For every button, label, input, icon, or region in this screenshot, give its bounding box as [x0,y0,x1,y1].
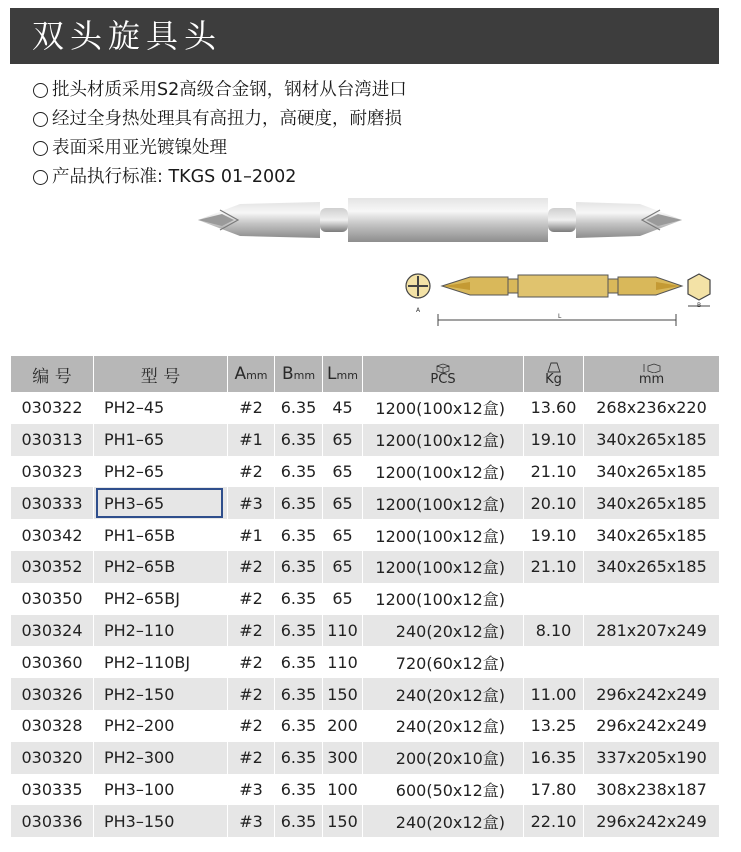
cell-model: PH2–150 [94,678,228,710]
label-l: L [558,313,562,320]
cell-kg: 19.10 [524,424,584,456]
feature-item: 批头材质采用S2高级合金钢，钢材从台湾进口 [33,76,407,105]
cell-a: #2 [228,456,275,488]
phillips-tip-icon [406,274,430,298]
cell-a: #3 [228,487,275,519]
cell-kg [524,646,584,678]
cell-kg: 11.00 [524,678,584,710]
table-row [11,392,720,424]
box-icon [436,363,450,373]
cell-l: 65 [323,456,363,488]
cell-model: PH2–110 [94,615,228,647]
cell-a: #3 [228,805,275,837]
table-row [11,710,720,742]
cell-l: 150 [323,678,363,710]
table-row [11,583,720,615]
cell-kg: 19.10 [524,519,584,551]
cell-code: 030323 [11,456,94,488]
cell-kg [524,583,584,615]
cell-size: 268x236x220 [584,392,720,424]
cell-a: #2 [228,646,275,678]
cell-model: PH2–300 [94,742,228,774]
table-row [11,487,720,519]
cell-size: 296x242x249 [584,710,720,742]
cell-a: #2 [228,615,275,647]
cell-pcs: 200(20x10盒) [363,742,524,774]
cell-l: 150 [323,805,363,837]
header-model: 型 号 [94,356,228,392]
circle-bullet-icon [33,83,48,98]
cell-l: 110 [323,615,363,647]
cell-pcs: 1200(100x12盒) [363,456,524,488]
cell-model: PH3–150 [94,805,228,837]
cell-size: 296x242x249 [584,805,720,837]
cell-code: 030326 [11,678,94,710]
cell-b: 6.35 [275,710,323,742]
cell-l: 45 [323,392,363,424]
cell-model: PH1–65B [94,519,228,551]
cell-b: 6.35 [275,456,323,488]
cell-code: 030336 [11,805,94,837]
cell-size [584,583,720,615]
cell-l: 65 [323,519,363,551]
cell-model: PH1–65 [94,424,228,456]
page-title: 双头旋具头 [32,17,223,55]
cell-model: PH2–110BJ [94,646,228,678]
cell-b: 6.35 [275,551,323,583]
cell-pcs: 240(20x12盒) [363,710,524,742]
technical-drawing [400,268,720,332]
cell-code: 030342 [11,519,94,551]
cell-kg: 22.10 [524,805,584,837]
cell-pcs: 600(50x12盒) [363,774,524,806]
cell-size: 340x265x185 [584,519,720,551]
cell-size: 340x265x185 [584,456,720,488]
cell-a: #1 [228,424,275,456]
cell-size [584,646,720,678]
cell-l: 65 [323,583,363,615]
length-dimension [438,314,676,326]
cell-b: 6.35 [275,615,323,647]
cell-kg: 21.10 [524,551,584,583]
table-header-row [11,356,720,392]
cell-a: #2 [228,392,275,424]
cell-code: 030324 [11,615,94,647]
header-kg: Kg [524,356,584,392]
cell-size: 296x242x249 [584,678,720,710]
cell-pcs: 240(20x12盒) [363,805,524,837]
table-row [11,615,720,647]
table-row [11,519,720,551]
circle-bullet-icon [33,112,48,127]
header-code: 编 号 [11,356,94,392]
cell-pcs: 720(60x12盒) [363,646,524,678]
cell-a: #2 [228,710,275,742]
spec-table [10,356,720,837]
cell-pcs: 1200(100x12盒) [363,551,524,583]
cell-model: PH2–45 [94,392,228,424]
header-pcs: PCS [363,356,524,392]
cell-l: 65 [323,551,363,583]
cell-model: PH3–100 [94,774,228,806]
cell-b: 6.35 [275,774,323,806]
cell-code: 030328 [11,710,94,742]
cell-pcs: 1200(100x12盒) [363,424,524,456]
feature-item: 经过全身热处理具有高扭力，高硬度，耐磨损 [33,105,407,134]
cell-size: 340x265x185 [584,424,720,456]
cell-size: 337x205x190 [584,742,720,774]
cell-code: 030350 [11,583,94,615]
feature-list [33,76,407,192]
cell-pcs: 1200(100x12盒) [363,487,524,519]
cell-pcs: 1200(100x12盒) [363,519,524,551]
cell-kg: 16.35 [524,742,584,774]
table-row [11,742,720,774]
feature-item: 产品执行标准: TKGS 01–2002 [33,163,407,192]
cell-code: 030322 [11,392,94,424]
cell-b: 6.35 [275,487,323,519]
cell-b: 6.35 [275,646,323,678]
cell-b: 6.35 [275,583,323,615]
cell-a: #1 [228,519,275,551]
header-size: mm [584,356,720,392]
cell-l: 300 [323,742,363,774]
cell-l: 65 [323,424,363,456]
table-row [11,678,720,710]
cell-kg: 21.10 [524,456,584,488]
cell-size: 340x265x185 [584,487,720,519]
cell-b: 6.35 [275,392,323,424]
label-a: A [416,307,421,314]
cell-model: PH2–65B [94,551,228,583]
cell-l: 65 [323,487,363,519]
cell-pcs: 240(20x12盒) [363,678,524,710]
dimension-box-icon [642,363,662,373]
cell-model: PH2–200 [94,710,228,742]
cell-kg: 8.10 [524,615,584,647]
cell-l: 200 [323,710,363,742]
circle-bullet-icon [33,170,48,185]
cell-a: #2 [228,678,275,710]
cell-a: #2 [228,742,275,774]
cell-code: 030360 [11,646,94,678]
cell-a: #2 [228,551,275,583]
cell-code: 030335 [11,774,94,806]
table-row [11,774,720,806]
cell-code: 030313 [11,424,94,456]
cell-kg: 13.60 [524,392,584,424]
cell-size: 340x265x185 [584,551,720,583]
table-row [11,805,720,837]
header-l: Lmm [323,356,363,392]
header-b: Bmm [275,356,323,392]
label-b: B [697,302,702,309]
table-row [11,424,720,456]
cell-model: PH2–65 [94,456,228,488]
table-row [11,551,720,583]
circle-bullet-icon [33,141,48,156]
cell-b: 6.35 [275,805,323,837]
cell-pcs: 1200(100x12盒) [363,583,524,615]
cell-code: 030320 [11,742,94,774]
table-row [11,456,720,488]
cell-kg: 17.80 [524,774,584,806]
cell-b: 6.35 [275,742,323,774]
cell-kg: 13.25 [524,710,584,742]
cell-kg: 20.10 [524,487,584,519]
cell-b: 6.35 [275,519,323,551]
header-a: Amm [228,356,275,392]
product-photo [190,186,690,254]
cell-pcs: 1200(100x12盒) [363,392,524,424]
cell-b: 6.35 [275,424,323,456]
cell-a: #2 [228,583,275,615]
cell-size: 308x238x187 [584,774,720,806]
cell-l: 100 [323,774,363,806]
title-bar [10,8,719,64]
cell-code: 030333 [11,487,94,519]
cell-l: 110 [323,646,363,678]
feature-item: 表面采用亚光镀镍处理 [33,134,407,163]
cell-a: #3 [228,774,275,806]
cell-pcs: 240(20x12盒) [363,615,524,647]
cell-b: 6.35 [275,678,323,710]
cell-model: PH3–65 [94,487,228,519]
cell-code: 030352 [11,551,94,583]
bit-drawing [442,275,682,297]
cell-model: PH2–65BJ [94,583,228,615]
table-row [11,646,720,678]
cell-size: 281x207x249 [584,615,720,647]
